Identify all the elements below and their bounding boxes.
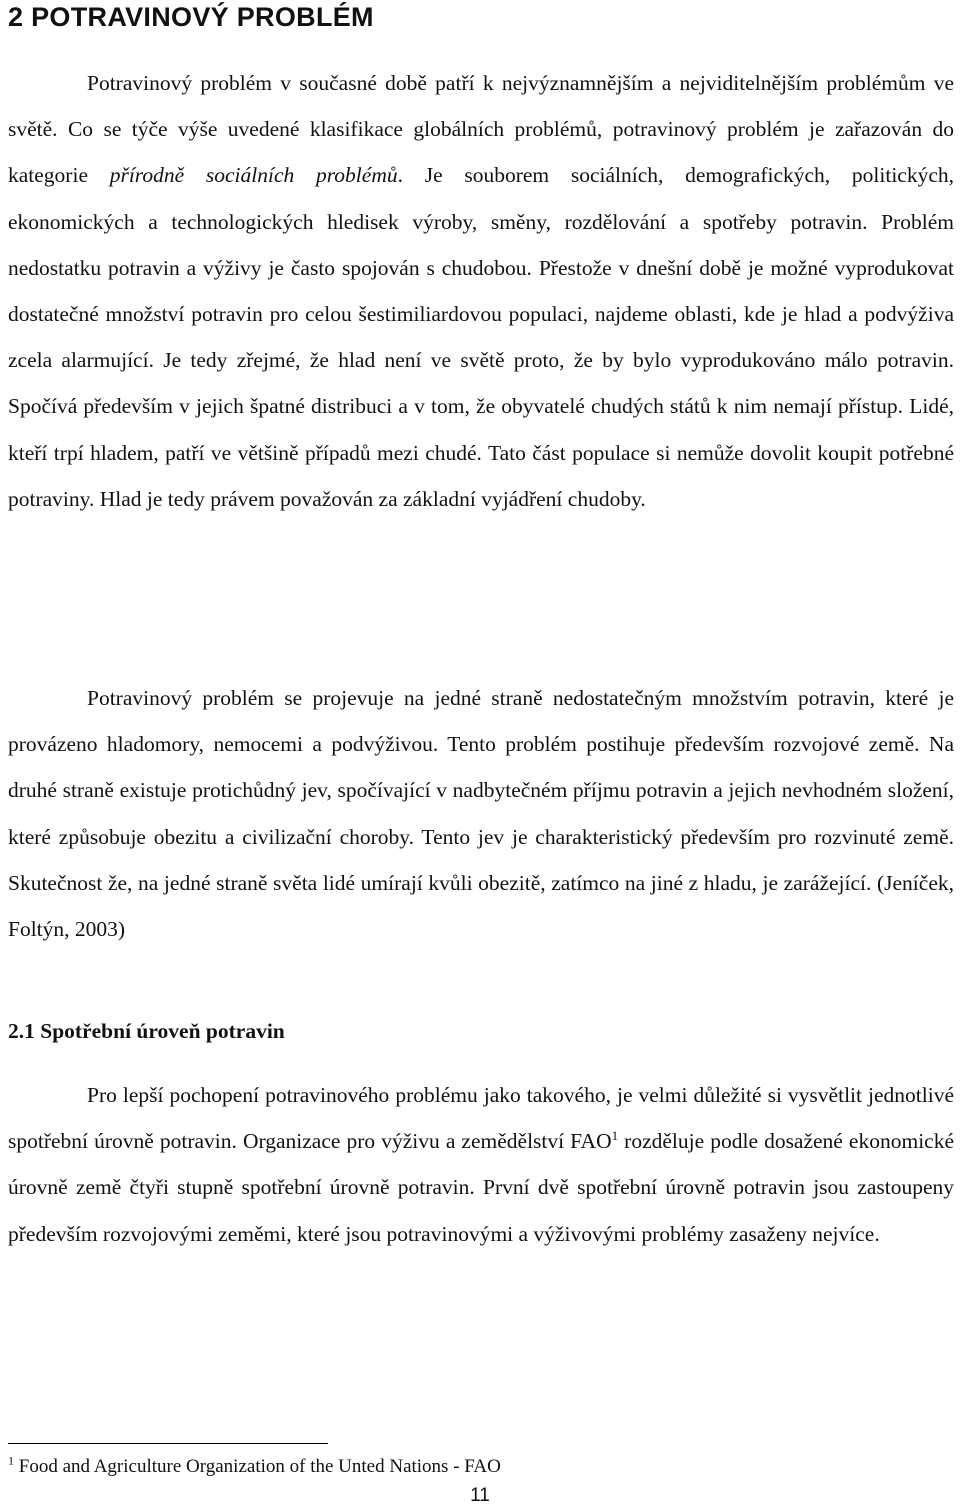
footnote-marker: 1	[8, 1453, 14, 1468]
footnote	[8, 1453, 501, 1478]
paragraph-3-text-a: Pro lepší pochopení potravinového problému jako takového, je velmi důležité si vysvětlit jednotlivé spotřební úrovně potravin. Organizace pro výživu a zemědělství FAO	[8, 1083, 954, 1154]
paragraph-3-text-b: rozděluje podle dosažené ekonomické úrovně země čtyři stupně spotřební úrovně potravin. První dvě spotřební úrovně potravin jsou zastoupeny především rozvojovými zeměmi, které jsou potravinovými a výživovými problémy zasaženy nejvíce.	[8, 1129, 954, 1246]
paragraph-1	[8, 60, 954, 522]
footnote-text: Food and Agriculture Organization of the Unted Nations - FAO	[18, 1456, 501, 1477]
footnote-reference[interactable]: 1	[611, 1128, 619, 1144]
page-number: 11	[470, 1485, 490, 1506]
chapter-title: 2 POTRAVINOVÝ PROBLÉM	[8, 2, 374, 32]
paragraph-2: Potravinový problém se projevuje na jedné straně nedostatečným množstvím potravin, které je provázeno hladomory, nemocemi a podvýživou. Tento problém postihuje především rozvojové země. Na druhé straně existuje protichůdný jev, spočívající v nadbytečném příjmu potravin a jejich nevhodném složení, které způsobuje obezitu a civilizační choroby. Tento jev je charakteristický především pro rozvinuté země. Skutečnost že, na jedné straně světa lidé umírají kvůli obezitě, zatímco na jiné z hladu, je zarážející. (Jeníček, Foltýn, 2003)	[8, 686, 954, 942]
paragraph-1-italic: přírodně sociálních problémů	[109, 163, 398, 188]
paragraph-3	[8, 1072, 954, 1257]
section-title: 2.1 Spotřební úroveň potravin	[8, 1019, 285, 1043]
paragraph-1-text-a: Potravinový problém v současné době patří k nejvýznamnějším a nejviditelnějším problémům ve světě. Co se týče výše uvedené klasifikace globálních problémů, potravinový problém je zařazován do kategorie	[8, 71, 954, 188]
paragraph-1-text-b: . Je souborem sociálních, demografických, politických, ekonomických a technologických hledisek výroby, směny, rozdělování a spotřeby potravin. Problém nedostatku potravin a výživy je často spojován s chudobou. Přestože v dnešní době je možné vyprodukovat dostatečné množství potravin pro celou šestimiliardovou populaci, najdeme oblasti, kde je hlad a podvýživa zcela alarmující. Je tedy zřejmé, že hlad není ve světě proto, že by bylo vyprodukováno málo potravin. Spočívá především v jejich špatné distribuci a v tom, že obyvatelé chudých států k nim nemají přístup. Lidé, kteří trpí hladem, patří ve většině případů mezi chudé. Tato část populace si nemůže dovolit koupit potřebné potraviny. Hlad je tedy právem považován za základní vyjádření chudoby.	[8, 163, 954, 511]
footnote-divider	[8, 1443, 328, 1444]
